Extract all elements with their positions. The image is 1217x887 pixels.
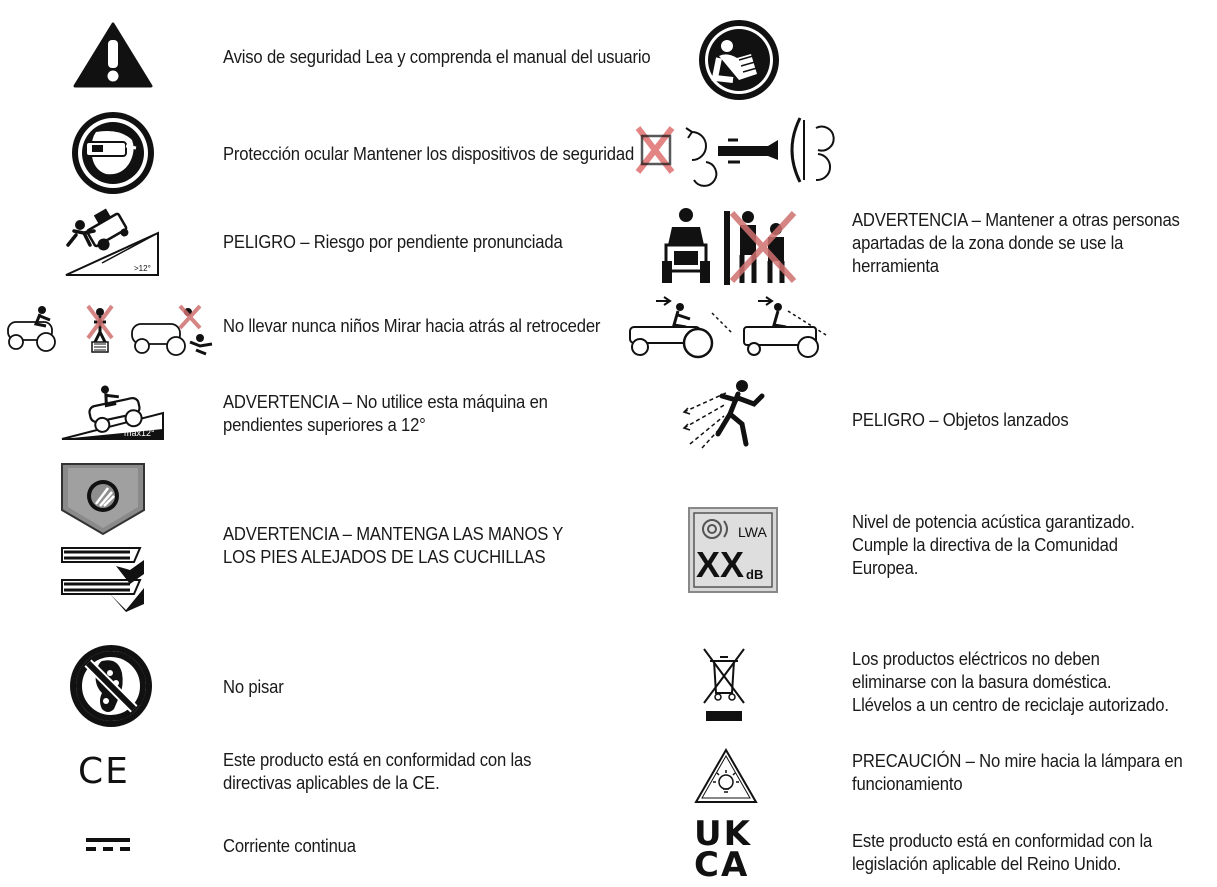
row-text-lamp: PRECAUCIÓN – No mire hacia la lámpara en funcionamiento	[852, 750, 1183, 794]
row-text-sound-power: Nivel de potencia acústica garantizado. Cumple la directiva de la Comunidad Europea.	[852, 511, 1135, 578]
warning-triangle-icon	[73, 22, 153, 88]
sound-power-unit: dB	[746, 567, 764, 582]
ukca-mark-icon	[694, 814, 758, 885]
ce-mark-icon: CE	[78, 751, 130, 792]
row-text-eye-protection: Protección ocular Mantener los dispositivos de seguridad	[223, 143, 635, 164]
sound-power-value: XX	[696, 544, 745, 585]
sound-power-lwa-label: LWA	[738, 524, 767, 540]
slope-angle-label: >12°	[134, 264, 151, 273]
no-children-icon	[0, 298, 215, 358]
row-text-safety-manual: Aviso de seguridad Lea y comprenda el manual del usuario	[223, 46, 651, 67]
lamp-caution-icon	[694, 748, 758, 804]
keep-hands-feet-away-icon	[60, 462, 146, 612]
thrown-objects-icon	[682, 378, 778, 452]
no-step-icon	[68, 643, 154, 729]
sound-power-icon	[688, 507, 778, 593]
look-behind-icon	[628, 293, 833, 361]
ukca-bottom: CA	[694, 845, 750, 885]
max-slope-icon	[60, 383, 165, 443]
row-text-ukca: Este producto está en conformidad con la legislación aplicable del Reino Unido.	[852, 830, 1153, 874]
row-text-max-slope: ADVERTENCIA – No utilice esta máquina en pendientes superiores a 12°	[223, 391, 548, 435]
keep-bystanders-away-icon	[660, 205, 800, 285]
row-text-steep-slope: PELIGRO – Riesgo por pendiente pronunciada	[223, 231, 563, 252]
read-manual-icon	[697, 18, 781, 102]
row-text-weee: Los productos eléctricos no deben eliminarse con la basura doméstica. Llévelos a un centro de reciclaje autorizado.	[852, 648, 1169, 715]
row-text-hands-feet: ADVERTENCIA – MANTENGA LAS MANOS Y LOS PIES ALEJADOS DE LAS CUCHILLAS	[223, 523, 564, 567]
row-text-direct-current: Corriente continua	[223, 835, 356, 856]
row-text-no-step: No pisar	[223, 676, 284, 697]
max-slope-label: max12°	[124, 428, 155, 438]
ukca-top: UK	[694, 814, 752, 854]
row-text-no-children: No llevar nunca niños Mirar hacia atrás al retroceder	[223, 315, 601, 336]
eye-protection-icon	[70, 110, 156, 196]
direct-current-icon	[86, 838, 130, 852]
row-text-ce: Este producto está en conformidad con las directivas aplicables de la CE.	[223, 749, 532, 793]
row-text-thrown-objects: PELIGRO – Objetos lanzados	[852, 409, 1069, 430]
weee-bin-icon	[702, 647, 746, 723]
row-text-bystanders: ADVERTENCIA – Mantener a otras personas apartadas de la zona donde se use la herramienta	[852, 209, 1180, 276]
slope-rollover-icon	[62, 205, 162, 280]
keep-guards-icon	[628, 110, 838, 190]
